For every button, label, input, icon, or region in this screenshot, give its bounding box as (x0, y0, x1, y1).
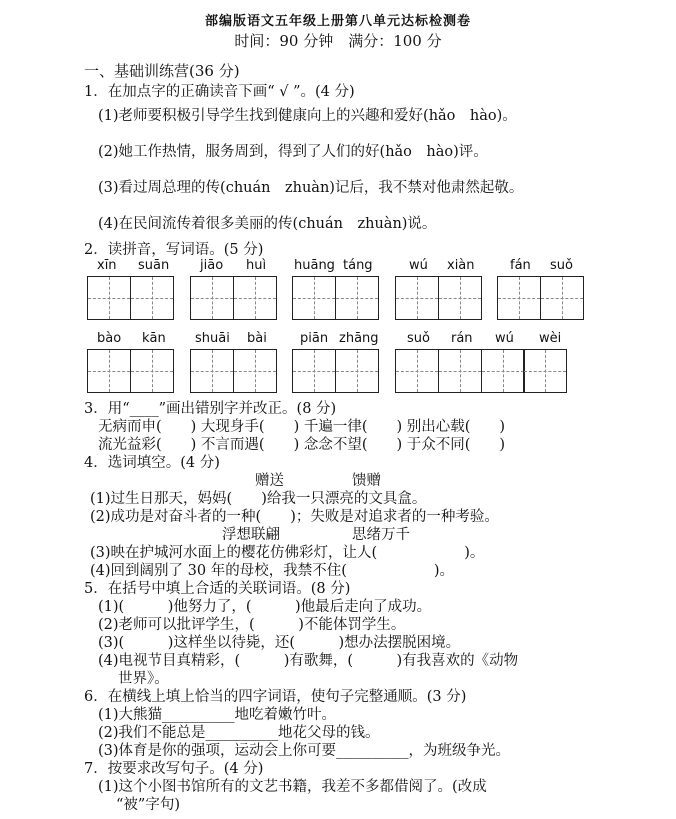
question-1-stem: 1．在加点字的正确读音下画“ √ ”。(4 分) (84, 84, 355, 100)
pinyin: táng (343, 258, 373, 273)
time-and-score: 时间：90 分钟 满分：100 分 (234, 32, 442, 50)
pinyin: wú (495, 331, 514, 346)
question-7-item-1: (1)这个小图书馆所有的文艺书籍，我差不多都借阅了。(改成 (98, 779, 487, 795)
question-6-item-1: (1)大熊猫__________地吃着嫩竹叶。 (98, 707, 337, 723)
word-option: 馈赠 (352, 473, 381, 489)
section-heading: 一、基础训练营(36 分) (84, 62, 240, 80)
question-5-item-1: (1)( )他努力了，( )他最后走向了成功。 (98, 599, 432, 615)
question-1-item-4: (4)在民间流传着很多美丽的传(chuán zhuàn)说。 (98, 216, 437, 232)
question-5-item-4-cont: 世界》。 (118, 671, 169, 687)
question-4-stem: 4．选词填空。(4 分) (84, 455, 220, 471)
pinyin: wú (409, 258, 428, 273)
question-4-item-4: (4)回到阔别了 30 年的母校，我禁不住( )。 (90, 563, 455, 579)
question-4-item-1: (1)过生日那天，妈妈( )给我一只漂亮的文具盒。 (90, 491, 427, 507)
writing-grid-2[interactable] (190, 276, 277, 320)
pinyin: bài (247, 331, 267, 346)
pinyin: suǒ (407, 331, 430, 346)
pinyin: piān (300, 331, 329, 346)
word-option: 思绪万千 (352, 527, 410, 543)
question-6-item-2: (2)我们不能总是__________地花父母的钱。 (98, 725, 380, 741)
pinyin: suān (138, 258, 170, 273)
page-title: 部编版语文五年级上册第八单元达标检测卷 (204, 14, 471, 29)
question-1-item-3: (3)看过周总理的传(chuán zhuàn)记后，我不禁对他肃然起敬。 (98, 180, 524, 196)
question-6-stem: 6．在横线上填上恰当的四字词语，使句子完整通顺。(3 分) (84, 689, 467, 705)
writing-grid-6[interactable] (87, 349, 174, 393)
question-2-stem: 2．读拼音，写词语。(5 分) (84, 242, 264, 258)
pinyin: jiāo (200, 258, 224, 273)
question-3-line-2: 流光益彩( ) 不言而遇( ) 念念不望( ) 于众不同( ) (98, 437, 506, 453)
writing-grid-3[interactable] (292, 276, 379, 320)
pinyin: suǒ (550, 258, 573, 273)
question-4-item-2: (2)成功是对奋斗者的一种( )；失败是对追求者的一种考验。 (90, 509, 499, 525)
question-5-item-4: (4)电视节目真精彩，( )有歌舞，( )有我喜欢的《动物 (98, 653, 519, 669)
question-1-item-2: (2)她工作热情，服务周到，得到了人们的好(hǎo hào)评。 (98, 144, 488, 160)
pinyin: kān (142, 331, 166, 346)
writing-grid-4[interactable] (395, 276, 482, 320)
writing-grid-5[interactable] (497, 276, 584, 320)
question-7-item-1-cont: “被”字句) (116, 797, 180, 813)
question-3-line-1: 无病而申( ) 大现身手( ) 千遍一律( ) 别出心载( ) (98, 419, 506, 435)
pinyin: huāng (294, 258, 335, 273)
pinyin: xīn (97, 258, 117, 273)
pinyin: shuāi (195, 331, 230, 346)
pinyin: fán (510, 258, 531, 273)
question-1-item-1: (1)老师要积极引导学生找到健康向上的兴趣和爱好(hǎo hào)。 (98, 108, 517, 124)
pinyin: bào (97, 331, 122, 346)
writing-grid-7[interactable] (190, 349, 277, 393)
question-7-stem: 7．按要求改写句子。(4 分) (84, 761, 264, 777)
question-6-item-3: (3)体育是你的强项，运动会上你可要__________，为班级争光。 (98, 743, 511, 759)
question-4-item-3: (3)映在护城河水面上的樱花仿佛彩灯，让人( )。 (90, 545, 485, 561)
question-5-item-2: (2)老师可以批评学生，( )不能体罚学生。 (98, 617, 406, 633)
writing-grid-8[interactable] (292, 349, 379, 393)
writing-grid-1[interactable] (87, 276, 174, 320)
word-option: 浮想联翩 (222, 527, 280, 543)
writing-grid-9[interactable] (395, 349, 567, 393)
pinyin: huì (246, 258, 267, 273)
pinyin: rán (451, 331, 473, 346)
question-5-stem: 5．在括号中填上合适的关联词语。(8 分) (84, 581, 351, 597)
word-option: 赠送 (255, 473, 284, 489)
pinyin: zhāng (339, 331, 379, 346)
pinyin: xiàn (447, 258, 475, 273)
pinyin: wèi (539, 331, 562, 346)
question-3-stem: 3．用“____”画出错别字并改正。(8 分) (84, 401, 337, 417)
question-5-item-3: (3)( )这样坐以待毙，还( )想办法摆脱困境。 (98, 635, 461, 651)
